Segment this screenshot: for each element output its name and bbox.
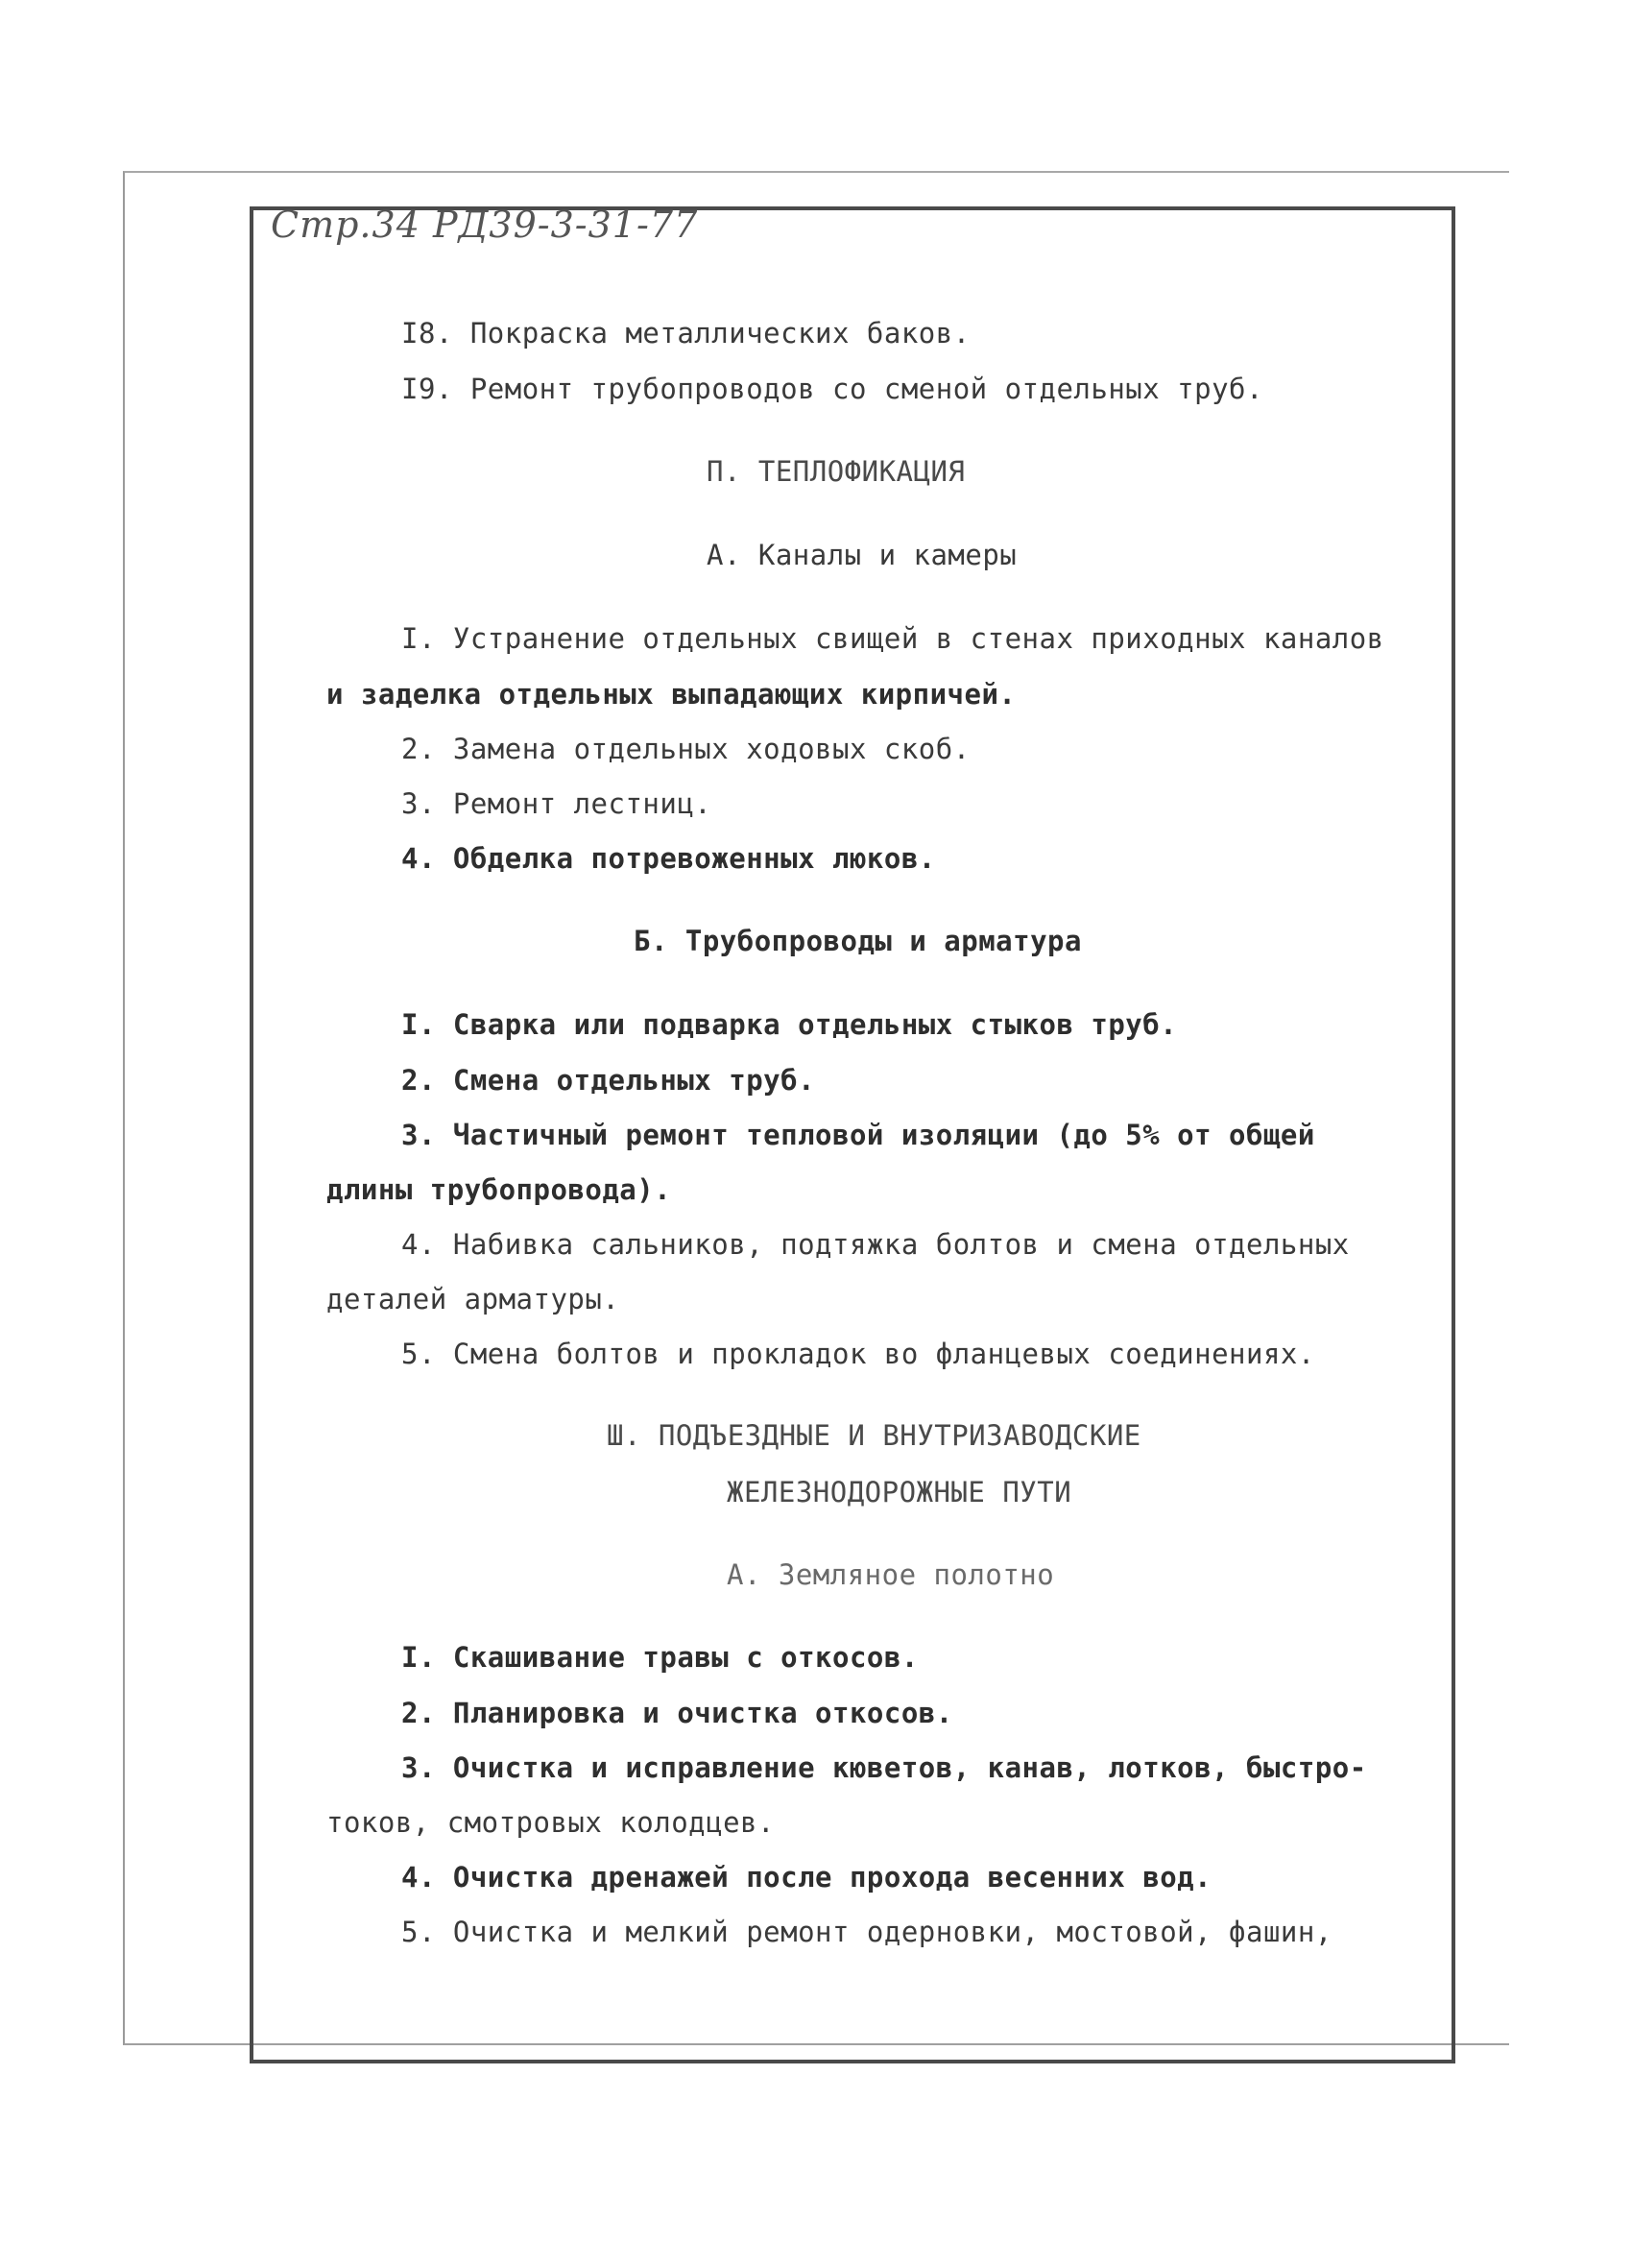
list-item-b2: 2. Смена отдельных труб. bbox=[401, 1064, 816, 1097]
list-item-18: I8. Покраска металлических баков. bbox=[401, 317, 971, 350]
list-item-b3-line2: длины трубопровода). bbox=[326, 1173, 672, 1206]
list-item-c4: 4. Очистка дренажей после прохода весенних вод. bbox=[401, 1861, 1212, 1894]
page-number-stamp: Стр.34 РД39-3-31-77 bbox=[271, 204, 699, 246]
subsection-heading-pipelines: Б. Трубопроводы и арматура bbox=[634, 925, 1082, 957]
list-item-a1-line2: и заделка отдельных выпадающих кирпичей. bbox=[326, 678, 1017, 711]
section-heading-railways-line2: ЖЕЛЕЗНОДОРОЖНЫЕ ПУТИ bbox=[727, 1476, 1072, 1508]
list-item-c5: 5. Очистка и мелкий ремонт одерновки, мостовой, фашин, bbox=[401, 1916, 1332, 1948]
list-item-c3-line1: 3. Очистка и исправление кюветов, канав, лотков, быстро- bbox=[401, 1751, 1367, 1784]
section-heading-heating: П. ТЕПЛОФИКАЦИЯ bbox=[707, 455, 966, 488]
list-item-a2: 2. Замена отдельных ходовых скоб. bbox=[401, 733, 971, 765]
subsection-heading-channels: А. Каналы и камеры bbox=[707, 539, 1018, 571]
list-item-b5: 5. Смена болтов и прокладок во фланцевых соединениях. bbox=[401, 1338, 1315, 1370]
list-item-c2: 2. Планировка и очистка откосов. bbox=[401, 1697, 953, 1729]
subsection-heading-earthwork: А. Земляное полотно bbox=[727, 1558, 1055, 1591]
section-heading-railways-line1: Ш. ПОДЪЕЗДНЫЕ И ВНУТРИЗАВОДСКИЕ bbox=[607, 1419, 1141, 1452]
list-item-a3: 3. Ремонт лестниц. bbox=[401, 787, 712, 820]
list-item-c3-line2: токов, смотровых колодцев. bbox=[326, 1806, 775, 1839]
list-item-b3-line1: 3. Частичный ремонт тепловой изоляции (до 5% от общей bbox=[401, 1119, 1315, 1151]
list-item-b1: I. Сварка или подварка отдельных стыков труб. bbox=[401, 1008, 1178, 1041]
list-item-c1: I. Скашивание травы с откосов. bbox=[401, 1641, 919, 1674]
list-item-19: I9. Ремонт трубопроводов со сменой отдельных труб. bbox=[401, 373, 1263, 405]
list-item-a4: 4. Обделка потревоженных люков. bbox=[401, 842, 936, 875]
list-item-b4-line1: 4. Набивка сальников, подтяжка болтов и смена отдельных bbox=[401, 1228, 1350, 1261]
list-item-b4-line2: деталей арматуры. bbox=[326, 1283, 620, 1315]
list-item-a1-line1: I. Устранение отдельных свищей в стенах приходных каналов bbox=[401, 622, 1384, 655]
